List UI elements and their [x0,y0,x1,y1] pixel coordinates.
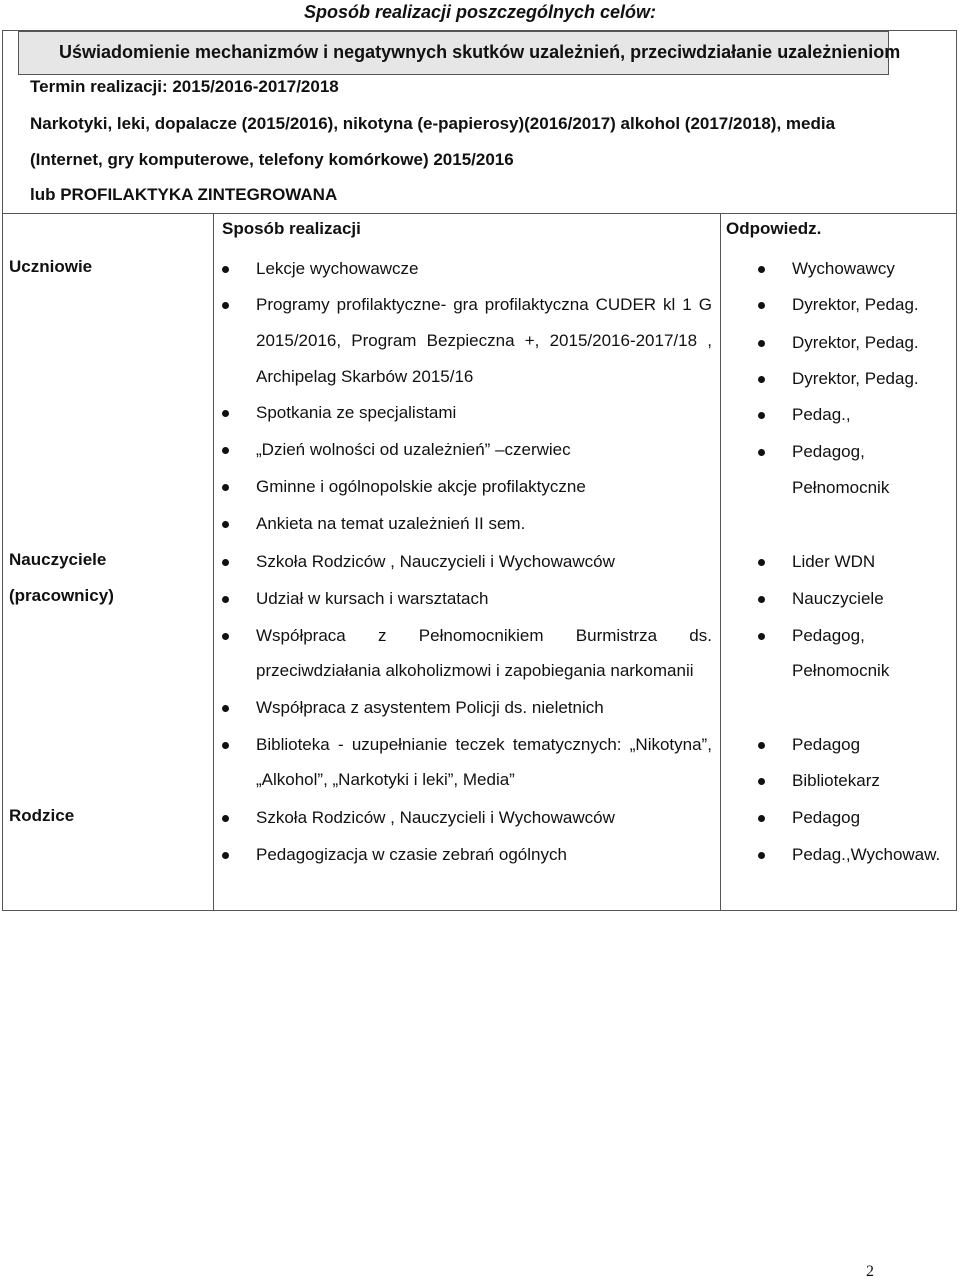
bullet [222,266,229,273]
teachers-method-5-line-1: Biblioteka - uzupełnianie teczek tematycznych: „Nikotyna”, [256,735,712,754]
teachers-responsible-5: Pedagog [792,735,861,754]
parents-method-1: Szkoła Rodziców , Nauczycieli i Wychowawców [256,808,615,827]
teachers-method-3-line-1: Współpraca z Pełnomocnikiem Burmistrza ds. [256,626,712,645]
students-method-6: Ankieta na temat uzależnień II sem. [256,514,526,533]
goal-title: Uświadomienie mechanizmów i negatywnych skutków uzależnień, przeciwdziałanie uzależnieniom [18,31,889,75]
students-responsible-3: Dyrektor, Pedag. [792,333,919,352]
teachers-method-4: Współpraca z asystentem Policji ds. nieletnich [256,698,604,717]
teachers-method-3-line-2: przeciwdziałania alkoholizmowi i zapobiegania narkomanii [256,661,694,680]
bullet [222,705,229,712]
teachers-responsible-1: Lider WDN [792,552,876,571]
bullet [222,447,229,454]
topics-line-2: (Internet, gry komputerowe, telefony komórkowe) 2015/2016 [30,150,514,169]
bullet [758,340,765,347]
bullet [222,521,229,528]
students-responsible-5: Pedag., [792,405,851,424]
students-method-4: „Dzień wolności od uzależnień” –czerwiec [256,440,571,459]
bullet [758,412,765,419]
bullet [222,852,229,859]
column-header-method: Sposób realizacji [222,219,361,238]
page-number: 2 [866,1263,874,1280]
teachers-method-5-line-2: „Alkohol”, „Narkotyki i leki”, Media” [256,770,515,789]
bullet [222,559,229,566]
students-method-2-line-1: Programy profilaktyczne- gra profilaktyczna CUDER kl 1 G [256,295,712,314]
bullet [758,742,765,749]
bullet [222,596,229,603]
students-method-2-line-2: 2015/2016, Program Bezpieczna +, 2015/2016-2017/18 , [256,331,712,350]
topics-line-3: lub PROFILAKTYKA ZINTEGROWANA [30,185,338,204]
column-divider-1 [213,213,214,910]
students-responsible-4: Dyrektor, Pedag. [792,369,919,388]
section-heading: Sposób realizacji poszczególnych celów: [303,2,657,22]
bullet [222,302,229,309]
column-header-responsible: Odpowiedz. [726,219,822,238]
teachers-responsible-6: Bibliotekarz [792,771,880,790]
students-method-5: Gminne i ogólnopolskie akcje profilaktyczne [256,477,586,496]
parents-responsible-2: Pedag.,Wychowaw. [792,845,941,864]
students-responsible-7: Pełnomocnik [792,478,890,497]
students-method-1: Lekcje wychowawcze [256,259,419,278]
bullet [758,852,765,859]
teachers-responsible-2: Nauczyciele [792,589,884,608]
term-line: Termin realizacji: 2015/2016-2017/2018 [30,77,339,96]
bullet [758,449,765,456]
bullet [758,815,765,822]
parents-method-2: Pedagogizacja w czasie zebrań ogólnych [256,845,567,864]
bullet [758,266,765,273]
students-responsible-6: Pedagog, [792,442,865,461]
bullet [222,484,229,491]
bullet [758,778,765,785]
bullet [222,815,229,822]
group-label-teachers-sub: (pracownicy) [9,586,114,605]
students-responsible-2: Dyrektor, Pedag. [792,295,919,314]
teachers-responsible-3: Pedagog, [792,626,865,645]
teachers-method-1: Szkoła Rodziców , Nauczycieli i Wychowawców [256,552,615,571]
parents-responsible-1: Pedagog [792,808,861,827]
bullet [222,633,229,640]
group-label-teachers: Nauczyciele [9,550,107,569]
teachers-method-2: Udział w kursach i warsztatach [256,589,489,608]
bullet [758,559,765,566]
students-method-3: Spotkania ze specjalistami [256,403,457,422]
group-label-students: Uczniowie [9,257,93,276]
bullet [758,302,765,309]
bullet [758,596,765,603]
group-label-parents: Rodzice [9,806,75,825]
students-responsible-1: Wychowawcy [792,259,895,278]
bullet [758,376,765,383]
topics-line-1: Narkotyki, leki, dopalacze (2015/2016), nikotyna (e-papierosy)(2016/2017) alkohol (2017/2018), media [30,114,836,133]
bullet [758,633,765,640]
bullet [222,742,229,749]
bullet [222,410,229,417]
table-top-border [2,213,957,214]
teachers-responsible-4: Pełnomocnik [792,661,890,680]
column-divider-2 [720,213,721,910]
students-method-2-line-3: Archipelag Skarbów 2015/16 [256,367,474,386]
